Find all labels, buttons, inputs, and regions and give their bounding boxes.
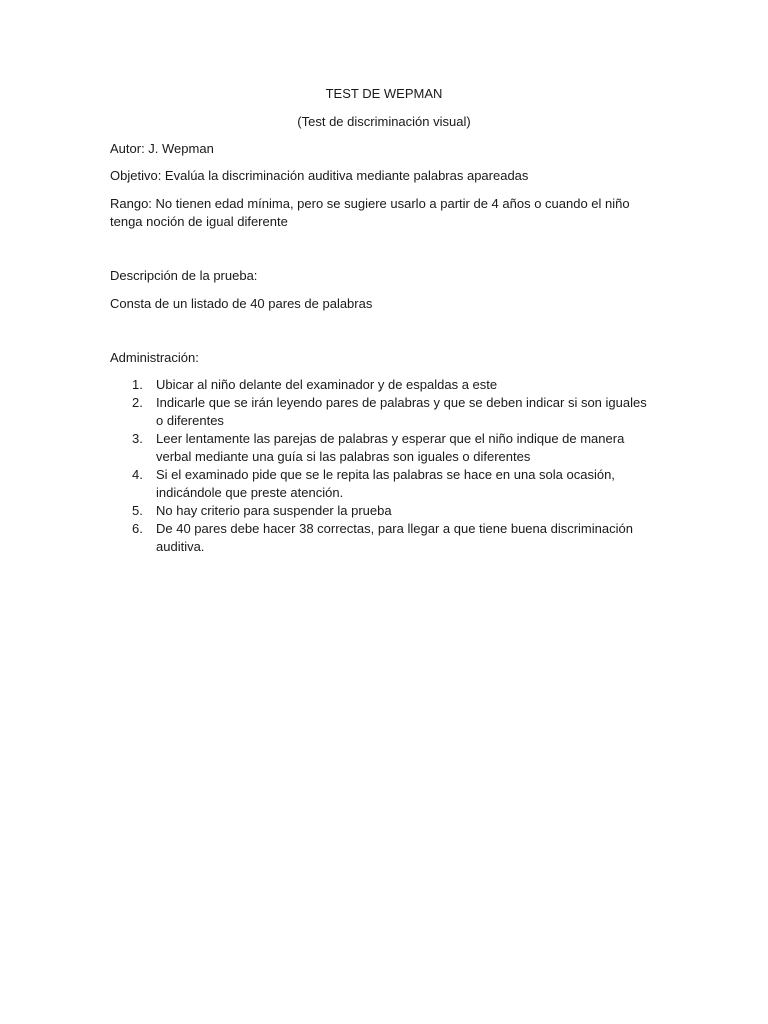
author-line: Autor: J. Wepman (110, 141, 214, 156)
document-subtitle: (Test de discriminación visual) (297, 114, 471, 129)
list-item (110, 376, 655, 394)
list-item-number: 1. (132, 377, 143, 392)
document-title: TEST DE WEPMAN (325, 86, 443, 101)
list-item (110, 466, 655, 502)
list-item-text: Leer lentamente las parejas de palabras y esperar que el niño indique de manera verbal mediante una guía si las palabras son iguales o diferentes (156, 431, 625, 464)
list-item-text: No hay criterio para suspender la prueba (156, 503, 392, 518)
list-item-number: 4. (132, 467, 143, 482)
list-item-text: Ubicar al niño delante del examinador y de espaldas a este (156, 377, 498, 392)
list-item (110, 502, 655, 520)
list-item-text: De 40 pares debe hacer 38 correctas, para llegar a que tiene buena discriminación auditiva. (156, 521, 633, 554)
list-item (110, 520, 655, 556)
list-item-number: 2. (132, 395, 143, 410)
list-item (110, 430, 655, 466)
list-item-number: 6. (132, 521, 143, 536)
list-item-text: Si el examinado pide que se le repita las palabras se hace en una sola ocasión, indicándole que preste atención. (156, 467, 615, 500)
description-heading: Descripción de la prueba: (110, 268, 258, 283)
administration-heading: Administración: (110, 350, 199, 365)
list-item (110, 394, 655, 430)
objective-line: Objetivo: Evalúa la discriminación auditiva mediante palabras apareadas (110, 168, 529, 183)
list-item-text: Indicarle que se irán leyendo pares de palabras y que se deben indicar si son iguales o diferentes (156, 395, 647, 428)
description-text: Consta de un listado de 40 pares de palabras (110, 296, 373, 311)
list-item-number: 5. (132, 503, 143, 518)
administration-list (110, 376, 655, 556)
range-paragraph: Rango: No tienen edad mínima, pero se sugiere usarlo a partir de 4 años o cuando el niño tenga noción de igual diferente (110, 196, 630, 229)
list-item-number: 3. (132, 431, 143, 446)
